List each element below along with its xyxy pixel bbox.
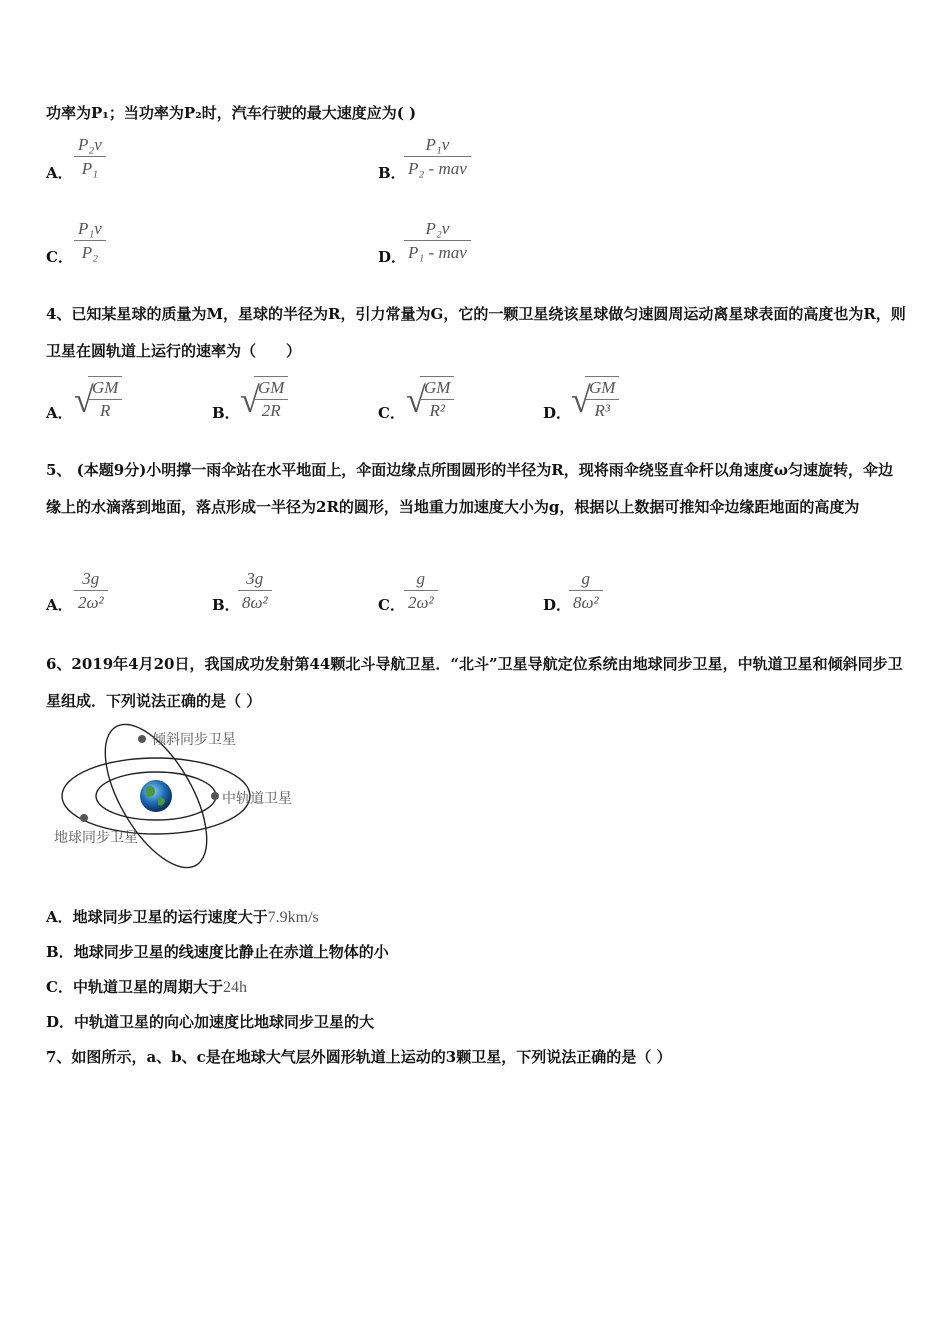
q6-c-text: 中轨道卫星的周期大于 <box>72 978 223 996</box>
q4-option-b-label: B． <box>212 404 240 422</box>
inclined-satellite-dot <box>138 735 146 743</box>
q3-c-denominator: P₂ <box>81 243 99 262</box>
q3-b-numerator: P₁v <box>404 134 471 157</box>
q4-c-denominator: R² <box>429 401 445 420</box>
q3-option-d-fraction <box>404 218 471 265</box>
q4-stem: 4、已知某星球的质量为M，星球的半径为R，引力常量为G，它的一颗卫星绕该星球做匀速圆周运动离星球表面的高度也为R，则卫星在圆轨道上运行的速率为（ ） <box>46 305 906 360</box>
q5-option-c-fraction <box>404 568 438 615</box>
q4-option-d-label: D． <box>543 404 572 422</box>
q5-d-denominator: 8ω² <box>573 593 599 612</box>
q5-option-c-label: C． <box>378 596 405 614</box>
q5-option-a-fraction <box>74 568 108 615</box>
q5-option-a-label: A． <box>46 596 73 614</box>
q5-b-numerator: 3g <box>238 568 272 591</box>
q6-b-text: 地球同步卫星的线速度比静止在赤道上物体的小 <box>73 943 389 961</box>
q3-option-b-fraction <box>404 134 471 181</box>
q5-option-b-label: B． <box>212 596 240 614</box>
label-inclined-satellite: 倾斜同步卫星 <box>152 732 236 748</box>
q5-option-d-label: D． <box>543 596 572 614</box>
q6-option-b <box>46 941 389 962</box>
q4-option-a-label: A． <box>46 404 73 422</box>
q6-a-label: A． <box>46 908 73 926</box>
q6-b-label: B． <box>46 943 74 961</box>
q6-option-c <box>46 976 247 997</box>
q4-c-numerator: GM <box>420 377 454 400</box>
q5-a-numerator: 3g <box>74 568 108 591</box>
label-geo-satellite: 地球同步卫星 <box>54 830 138 846</box>
q3-option-d-label: D． <box>378 248 407 266</box>
q6-d-label: D． <box>46 1013 75 1031</box>
q7-stem: 7、如图所示，a、b、c是在地球大气层外圆形轨道上运动的3颗卫星，下列说法正确的是（ ） <box>46 1048 672 1066</box>
q5-b-denominator: 8ω² <box>242 593 268 612</box>
q3-option-a-fraction <box>74 134 106 181</box>
q3-option-a-label: A． <box>46 164 73 182</box>
q4-b-numerator: GM <box>254 377 288 400</box>
q5-option-d-fraction <box>569 568 603 615</box>
medium-satellite-dot <box>211 792 219 800</box>
q5-a-denominator: 2ω² <box>78 593 104 612</box>
q3-b-denominator: P₂ - mav <box>408 159 467 178</box>
q4-a-denominator: R <box>100 401 111 420</box>
geo-satellite-dot <box>80 814 88 822</box>
q3-stem: 功率为P₁；当功率为P₂时，汽车行驶的最大速度应为( ) <box>46 104 417 122</box>
q6-c-value: 24h <box>222 979 247 996</box>
satellite-orbit-figure <box>50 720 310 870</box>
q5-c-denominator: 2ω² <box>408 593 434 612</box>
q4-option-c-label: C． <box>378 404 405 422</box>
earth-icon <box>140 780 172 812</box>
q3-d-denominator: P₁ - mav <box>408 243 467 262</box>
q5-c-numerator: g <box>404 568 438 591</box>
q5-option-b-fraction <box>238 568 272 615</box>
label-medium-satellite: 中轨道卫星 <box>222 791 292 807</box>
q5-d-numerator: g <box>569 568 603 591</box>
q3-option-c-fraction <box>74 218 106 265</box>
q6-c-label: C． <box>46 978 73 996</box>
q3-d-numerator: P₂v <box>404 218 471 241</box>
q3-option-b-label: B． <box>378 164 406 182</box>
q3-c-numerator: P₁v <box>74 218 106 241</box>
q3-option-c-label: C． <box>46 248 73 266</box>
q4-b-denominator: 2R <box>261 401 281 420</box>
q4-d-denominator: R³ <box>594 401 610 420</box>
q6-option-d <box>46 1011 374 1032</box>
q6-option-a <box>46 906 319 927</box>
q6-d-text: 中轨道卫星的向心加速度比地球同步卫星的大 <box>74 1013 375 1031</box>
q6-a-value: 7.9km/s <box>267 909 319 926</box>
q3-a-numerator: P₂v <box>74 134 106 157</box>
q3-a-denominator: P₁ <box>81 159 99 178</box>
q6-a-text: 地球同步卫星的运行速度大于 <box>72 908 268 926</box>
q4-a-numerator: GM <box>88 377 122 400</box>
q6-stem: 6、2019年4月20日，我国成功发射第44颗北斗导航卫星．“北斗”卫星导航定位系统由地球同步卫星，中轨道卫星和倾斜同步卫星组成．下列说法正确的是（ ） <box>46 655 903 710</box>
q5-stem: 5、 (本题9分)小明撑一雨伞站在水平地面上，伞面边缘点所围圆形的半径为R，现将雨伞绕竖直伞杆以角速度ω匀速旋转，伞边缘上的水滴落到地面，落点形成一半径为2R的圆形，当地重力加速度大小为g，根据以上数据可推知伞边缘距地面的高度为 <box>46 461 894 516</box>
q4-d-numerator: GM <box>585 377 619 400</box>
